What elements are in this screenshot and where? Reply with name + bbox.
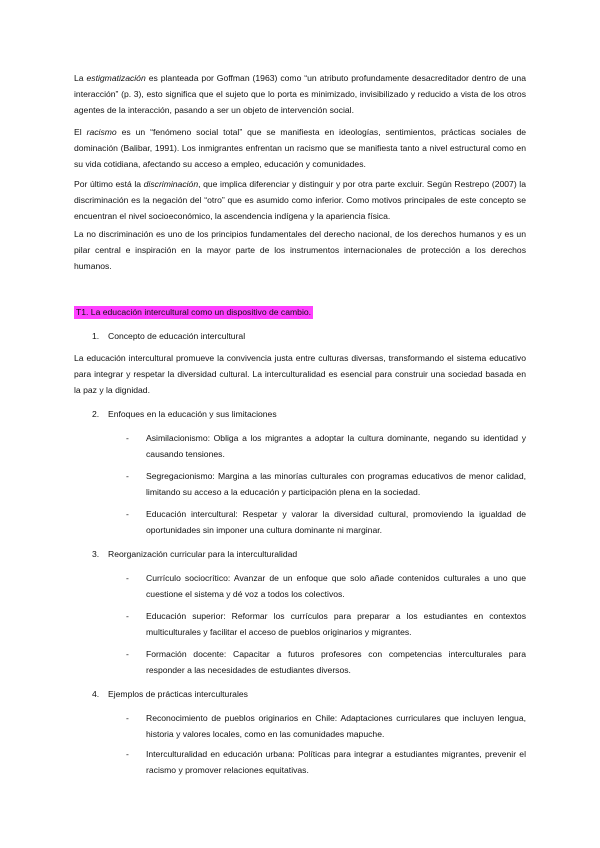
- section-number: 2.: [92, 409, 100, 419]
- paragraph-racismo: [74, 124, 526, 172]
- bullet-marker: -: [126, 749, 129, 759]
- list-item: Educación superior: Reformar los currículos para preparar a los estudiantes en contextos multiculturales y facilitar el acceso de pueblos originarios y migrantes.: [146, 611, 526, 637]
- section-number: 3.: [92, 549, 100, 559]
- section-1-title: [92, 328, 245, 344]
- section-number: 1.: [92, 331, 100, 341]
- bullet-marker: -: [126, 713, 129, 723]
- list-item: Interculturalidad en educación urbana: Políticas para integrar a estudiantes migrantes, prevenir el racismo y promover relaciones equitativas.: [146, 749, 526, 775]
- bullet-marker: -: [126, 433, 129, 443]
- text-run: La: [74, 73, 87, 83]
- section-title-text: Reorganización curricular para la interculturalidad: [108, 549, 298, 559]
- section-3-title: [92, 546, 297, 562]
- text-run: , que implica diferenciar y distinguir y por otra parte excluir. Según Restrepo (2007) la discriminación es la negación del “otro” que es asumido como inferior. Como motivos principales de este concepto se encuentran el nivel socioeconómico, la ascendencia indígena y la apariencia física.: [74, 179, 526, 221]
- bullet-marker: -: [126, 471, 129, 481]
- paragraph-discriminacion: [74, 176, 526, 224]
- section-4-title: [92, 686, 248, 702]
- text-run: es planteada por Goffman (1963) como “un atributo profundamente desacreditador dentro de una interacción” (p. 3), esto significa que el sujeto que lo porta es minimizado, invisibilizado y reducido a vista de los otros agentes de la interacción, pasando a ser un objeto de intervención social.: [74, 73, 526, 115]
- list-item: Educación intercultural: Respetar y valorar la diversidad cultural, promoviendo la igualdad de oportunidades sin imponer una cultura dominante ni marginar.: [146, 509, 526, 535]
- section-title-text: Ejemplos de prácticas interculturales: [108, 689, 248, 699]
- term-estigmatizacion: estigmatización: [86, 73, 146, 83]
- paragraph-estigmatizacion: [74, 70, 526, 118]
- text-run: El: [74, 127, 87, 137]
- list-item: Asimilacionismo: Obliga a los migrantes a adoptar la cultura dominante, negando su identidad y causando tensiones.: [146, 433, 526, 459]
- topic-heading: T1. La educación intercultural como un dispositivo de cambio.: [76, 307, 312, 317]
- text-run: es un “fenómeno social total” que se manifiesta en ideologías, sentimientos, prácticas sociales de dominación (Balibar, 1991). Los inmigrantes enfrentan un racismo que se manifiesta tanto a nivel estructural como en su vida cotidiana, afectando su acceso a empleo, educación y comunidades.: [74, 127, 527, 169]
- section-title-text: Enfoques en la educación y sus limitaciones: [108, 409, 277, 419]
- list-item: Formación docente: Capacitar a futuros profesores con competencias interculturales para responder a las necesidades de estudiantes diversos.: [146, 649, 526, 675]
- term-discriminacion: discriminación: [143, 179, 199, 189]
- bullet-marker: -: [126, 573, 129, 583]
- section-number: 4.: [92, 689, 100, 699]
- term-racismo: racismo: [86, 127, 117, 137]
- list-item: Segregacionismo: Margina a las minorías culturales con programas educativos de menor calidad, limitando su acceso a la educación y participación plena en la sociedad.: [146, 471, 526, 497]
- section-1-paragraph: La educación intercultural promueve la convivencia justa entre culturas diversas, transformando el sistema educativo para integrar y respetar la diversidad cultural. La interculturalidad es esencial para construir una sociedad basada en la paz y la dignidad.: [74, 353, 526, 395]
- bullet-marker: -: [126, 509, 129, 519]
- section-2-title: [92, 406, 277, 422]
- paragraph-no-discriminacion: La no discriminación es uno de los principios fundamentales del derecho nacional, de los derechos humanos y es un pilar central e inspiración en la mayor parte de los instrumentos internacionales de protección a los derechos humanos.: [74, 229, 526, 271]
- text-run: Por último está la: [74, 179, 144, 189]
- section-title-text: Concepto de educación intercultural: [108, 331, 246, 341]
- bullet-marker: -: [126, 611, 129, 621]
- bullet-marker: -: [126, 649, 129, 659]
- list-item: Currículo sociocrítico: Avanzar de un enfoque que solo añade contenidos culturales a uno que cuestione el sistema y dé voz a todos los colectivos.: [146, 573, 526, 599]
- list-item: Reconocimiento de pueblos originarios en Chile: Adaptaciones curriculares que incluyen lengua, historia y valores locales, como en las comunidades mapuche.: [146, 713, 526, 739]
